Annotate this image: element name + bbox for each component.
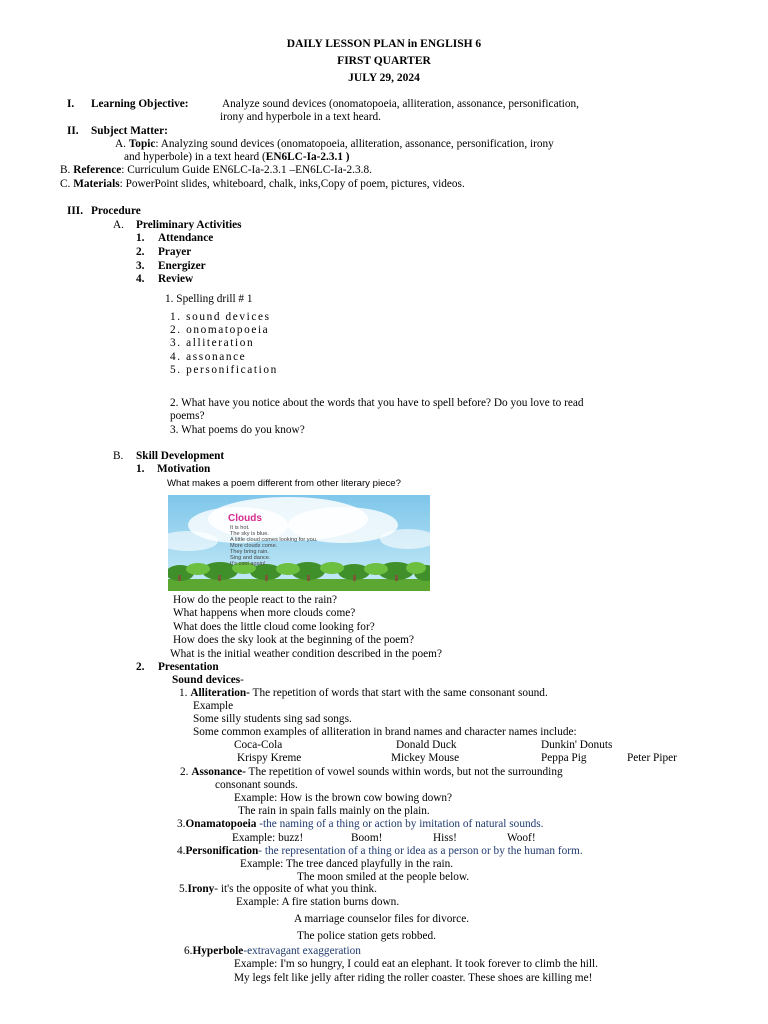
section-number: I.	[67, 98, 75, 110]
spelling-drill-heading: 1. Spelling drill # 1	[165, 293, 253, 305]
motivation-number: 1.	[136, 463, 145, 475]
reference-prefix: B.	[60, 164, 71, 176]
irony-example: The police station gets robbed.	[297, 930, 436, 942]
materials-label: Materials	[73, 178, 120, 190]
personification-example: Example: The tree danced playfully in the rain.	[240, 858, 454, 870]
topic-text: : Analyzing sound devices (onomatopoeia, alliteration, assonance, personification, irony	[155, 138, 554, 150]
section-number: III.	[67, 205, 84, 217]
materials-prefix: C.	[60, 178, 71, 190]
brand-example: Donald Duck	[396, 739, 457, 751]
personification-def: - the representation of a thing or idea as a person or by the human form.	[258, 845, 583, 857]
device-number: 6.	[184, 945, 193, 957]
device-number: 1.	[179, 687, 188, 699]
poem-title: Clouds	[228, 513, 262, 524]
section-number: II.	[67, 125, 79, 137]
preliminary-activities-label: Preliminary Activities	[136, 219, 242, 231]
irony-example: Example: A fire station burns down.	[236, 896, 400, 908]
materials-line	[60, 178, 465, 191]
procedure-label: Procedure	[91, 205, 141, 217]
poem-question: What happens when more clouds come?	[173, 607, 356, 619]
personification-definition	[177, 845, 583, 858]
poem-question: How does the sky look at the beginning of the poem?	[173, 634, 414, 646]
onomatopoeia-term: Onamatopoeia	[185, 818, 257, 830]
alliteration-term: Alliteration-	[190, 687, 250, 699]
alliteration-example-label: Example	[193, 700, 234, 712]
brand-example: Krispy Kreme	[237, 752, 302, 764]
review-question-2-cont: poems?	[170, 410, 205, 422]
irony-def: - it's the opposite of what you think.	[214, 883, 377, 895]
topic-line	[115, 138, 554, 151]
poem-line: More clouds come.	[230, 543, 278, 549]
poem-line: They bring rain.	[230, 549, 269, 555]
device-number: 2.	[180, 766, 189, 778]
motivation-label: Motivation	[157, 463, 211, 475]
assonance-example: Example: How is the brown cow bowing down?	[234, 792, 453, 804]
topic-line-cont	[124, 151, 350, 164]
hyperbole-term: Hyperbole	[192, 945, 244, 957]
topic-prefix: A.	[115, 138, 126, 150]
poem-line: It is hot.	[230, 525, 250, 531]
review-question-3: 3. What poems do you know?	[170, 424, 305, 436]
device-number: 4.	[177, 845, 186, 857]
alliteration-brands-intro: Some common examples of alliteration in brand names and character names include:	[193, 726, 577, 738]
spelling-word: 3. alliteration	[170, 337, 255, 349]
prelim-item-review: Review	[158, 273, 194, 285]
objective-text: Analyze sound devices (onomatopoeia, alliteration, assonance, personification,	[222, 98, 579, 110]
review-question-2: 2. What have you notice about the words that you have to spell before? Do you love to read	[170, 397, 584, 409]
prelim-item-number: 3.	[136, 260, 145, 272]
onomatopoeia-example: Example: buzz!	[232, 832, 304, 844]
subsection-letter: B.	[113, 450, 124, 462]
onomatopoeia-example: Boom!	[351, 832, 383, 844]
irony-definition	[179, 883, 377, 896]
poem-illustration-graphic	[168, 495, 430, 591]
prelim-item-number: 1.	[136, 232, 145, 244]
reference-line	[60, 164, 372, 177]
prelim-item-attendance: Attendance	[158, 232, 214, 244]
hyperbole-def: -extravagant exaggeration	[243, 945, 361, 957]
materials-text: : PowerPoint slides, whiteboard, chalk, inks,Copy of poem, pictures, videos.	[119, 178, 465, 190]
poem-illustration	[168, 495, 430, 591]
irony-term: Irony	[187, 883, 215, 895]
assonance-def-cont: consonant sounds.	[215, 779, 298, 791]
assonance-example: The rain in spain falls mainly on the plain.	[238, 805, 430, 817]
hyperbole-example: Example: I'm so hungry, I could eat an elephant. It took forever to climb the hill.	[234, 958, 598, 970]
skill-development-label: Skill Development	[136, 450, 225, 462]
subject-matter-label: Subject Matter:	[91, 125, 168, 137]
onomatopoeia-example: Hiss!	[433, 832, 457, 844]
motivation-question: What makes a poem different from other literary piece?	[167, 478, 401, 489]
quarter-heading: FIRST QUARTER	[337, 55, 431, 67]
personification-example: The moon smiled at the people below.	[297, 871, 470, 883]
topic-text-cont: and hyperbole) in a text heard (	[124, 151, 266, 163]
onomatopoeia-example: Woof!	[507, 832, 536, 844]
poem-question: How do the people react to the rain?	[173, 594, 338, 606]
prelim-item-energizer: Energizer	[158, 260, 206, 272]
poem-line: The sky is blue.	[230, 531, 269, 537]
sound-devices-label: Sound devices	[172, 674, 241, 686]
poem-line: Sing and dance.	[230, 555, 271, 561]
alliteration-def: The repetition of words that start with the same consonant sound.	[249, 687, 548, 699]
brand-example: Coca-Cola	[234, 739, 283, 751]
reference-label: Reference	[73, 164, 122, 176]
spelling-word: 2. onomatopoeia	[170, 324, 270, 336]
assonance-definition	[180, 766, 563, 779]
hyperbole-definition	[184, 945, 361, 958]
objective-label: Learning Objective:	[91, 98, 189, 110]
prelim-item-number: 2.	[136, 246, 145, 258]
brand-example: Peppa Pig	[541, 752, 587, 764]
objective-text-cont: irony and hyperbole in a text heard.	[220, 111, 381, 123]
topic-code: EN6LC-Ia-2.3.1 )	[265, 151, 350, 163]
presentation-number: 2.	[136, 661, 145, 673]
poem-question: What is the initial weather condition described in the poem?	[170, 648, 442, 660]
onomatopoeia-definition	[177, 818, 543, 831]
subsection-letter: A.	[113, 219, 124, 231]
spelling-word: 1. sound devices	[170, 311, 271, 323]
prelim-item-prayer: Prayer	[158, 246, 192, 258]
document-title: DAILY LESSON PLAN in ENGLISH 6	[286, 38, 482, 50]
spelling-word: 4. assonance	[170, 351, 247, 363]
sound-devices-heading	[172, 674, 244, 687]
device-number: 3.	[177, 818, 186, 830]
assonance-def: The repetition of vowel sounds within words, but not the surrounding	[245, 766, 563, 778]
hyperbole-example: My legs felt like jelly after riding the roller coaster. These shoes are killing me!	[234, 972, 593, 984]
assonance-term: Assonance-	[191, 766, 246, 778]
spelling-word: 5. personification	[170, 364, 278, 376]
poem-line: It's cool again!	[230, 561, 266, 567]
alliteration-definition	[179, 687, 548, 700]
personification-term: Personification	[185, 845, 259, 857]
alliteration-example: Some silly students sing sad songs.	[193, 713, 352, 725]
prelim-item-number: 4.	[136, 273, 145, 285]
poem-question: What does the little cloud come looking for?	[173, 621, 375, 633]
brand-example: Peter Piper	[627, 752, 677, 764]
topic-label: Topic	[128, 138, 156, 150]
date-heading: JULY 29, 2024	[348, 72, 420, 84]
onomatopoeia-def: -the naming of a thing or action by imitation of natural sounds.	[256, 818, 544, 830]
poem-line: A little cloud comes looking for you.	[230, 537, 318, 543]
sound-devices-dash: -	[240, 674, 244, 686]
brand-example: Mickey Mouse	[391, 752, 460, 764]
reference-text: : Curriculum Guide EN6LC-Ia-2.3.1 –EN6LC-Ia-2.3.8.	[121, 164, 372, 176]
presentation-label: Presentation	[158, 661, 219, 673]
device-number: 5.	[179, 883, 188, 895]
irony-example: A marriage counselor files for divorce.	[294, 913, 470, 925]
brand-example: Dunkin' Donuts	[541, 739, 613, 751]
